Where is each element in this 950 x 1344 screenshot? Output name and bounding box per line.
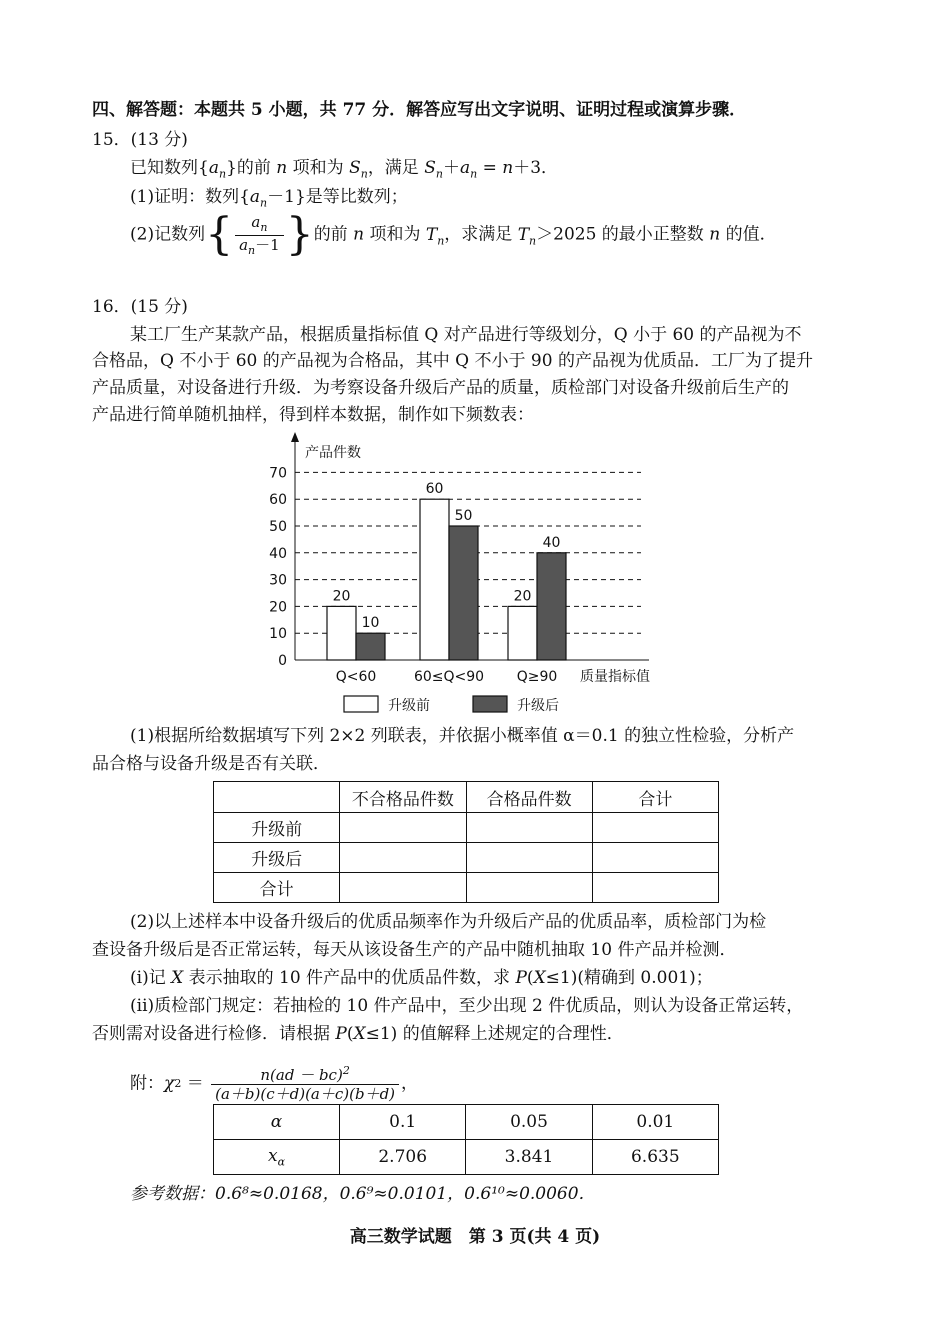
x-tick-label: Q<60 [335, 669, 377, 685]
q15-part2: (2)记数列{ $\frac{a_n}{a_n-1}$ }的前 n 项和为 $T_n$，求满足 $T_n>2025$ 的最小正整数 n 的值． [130, 209, 777, 260]
bar [449, 526, 478, 660]
contingency-header-cell: 不合格品件数 [340, 782, 466, 813]
legend-swatch [344, 696, 378, 712]
q15-stem: 已知数列$\{a_n\}$的前 n 项和为 $S_n$，满足 $S_n+a_n = n+3$． [130, 158, 559, 181]
bar-value-label: 20 [332, 588, 351, 605]
q16-part1-line1: (1)根据所给数据填写下列 2×2 列联表，并依据小概率值 α＝0.1 的独立性检验，分析产 [130, 726, 795, 746]
bar [508, 606, 537, 660]
contingency-blank-cell [592, 873, 718, 903]
y-tick-label: 50 [269, 519, 287, 535]
y-tick-label: 0 [278, 653, 287, 669]
alpha-value: 0.05 [466, 1105, 592, 1140]
contingency-row-label: 合计 [214, 873, 340, 903]
x-alpha-value: 2.706 [340, 1140, 466, 1175]
y-axis-arrow [291, 432, 299, 442]
q16-part2-line1: (2)以上述样本中设备升级后的优质品频率作为升级后产品的优质品率，质检部门为检 [130, 912, 767, 932]
contingency-blank-cell [592, 813, 718, 843]
section-header: 四、解答题：本题共 5 小题，共 77 分．解答应写出文字说明、证明过程或演算步骤． [92, 100, 747, 120]
x-tick-label: Q≥90 [516, 669, 558, 685]
legend-label: 升级后 [517, 698, 559, 714]
alpha-value: 0.01 [592, 1105, 718, 1140]
contingency-table [213, 781, 719, 903]
contingency-blank-cell [340, 873, 466, 903]
bar [356, 633, 385, 660]
bar-value-label: 40 [542, 534, 561, 551]
contingency-row-label: 升级后 [214, 843, 340, 873]
bar [537, 553, 566, 660]
contingency-blank-cell [592, 843, 718, 873]
contingency-blank-cell [466, 813, 592, 843]
bar-value-label: 60 [425, 481, 444, 498]
x-alpha-value: 6.635 [592, 1140, 718, 1175]
bar-value-label: 20 [513, 588, 532, 605]
contingency-blank-cell [340, 813, 466, 843]
reference-data: 参考数据：0.6⁸≈0.0168，0.6⁹≈0.0101，0.6¹⁰≈0.0060． [130, 1184, 596, 1204]
q16-para-line3: 产品质量，对设备进行升级．为考察设备升级后产品的质量，质检部门对设备升级前后生产的 [92, 378, 789, 398]
contingency-blank-cell [466, 843, 592, 873]
legend-label: 升级前 [388, 698, 430, 714]
contingency-header-cell: 合格品件数 [466, 782, 592, 813]
x-alpha-header: $x_\alpha$ [214, 1140, 340, 1175]
y-tick-label: 40 [269, 545, 287, 562]
q16-part2-ii-line1: (ii)质检部门规定：若抽检的 10 件产品中，至少出现 2 件优质品，则认为设备正常运转， [130, 996, 804, 1016]
q16-para-line4: 产品进行简单随机抽样，得到样本数据，制作如下频数表： [92, 405, 534, 425]
q15-part1: (1)证明：数列$\{a_n-1\}$是等比数列； [130, 187, 408, 210]
q16-para-line2: 合格品，Q 不小于 60 的产品视为合格品，其中 Q 不小于 90 的产品视为优质品．工厂为了提升 [92, 351, 813, 371]
y-tick-label: 10 [269, 626, 287, 643]
y-tick-label: 60 [269, 492, 287, 509]
q16-number: 16．(15 分) [92, 297, 188, 317]
y-tick-label: 30 [269, 572, 287, 589]
critical-value-table [213, 1104, 719, 1175]
x-axis-title: 质量指标值 [580, 669, 650, 685]
q16-para-line1: 某工厂生产某款产品，根据质量指标值 Q 对产品进行等级划分，Q 小于 60 的产品视为不 [130, 325, 802, 345]
bar [327, 606, 356, 660]
q16-part1-line2: 品合格与设备升级是否有关联． [92, 754, 330, 774]
x-alpha-value: 3.841 [466, 1140, 592, 1175]
page-footer: 高三数学试题 第 3 页(共 4 页) [349, 1227, 601, 1247]
contingency-row-label: 升级前 [214, 813, 340, 843]
x-tick-label: 60≤Q<90 [413, 669, 485, 685]
contingency-header-cell [214, 782, 340, 813]
contingency-header-cell: 合计 [592, 782, 718, 813]
bar-value-label: 10 [361, 615, 380, 632]
q16-part2-ii-line2: 否则需对设备进行检修．请根据 P(X≤1) 的值解释上述规定的合理性． [92, 1024, 624, 1044]
alpha-header: α [214, 1105, 340, 1140]
q16-part2-i: (i)记 X 表示抽取的 10 件产品中的优质品件数，求 P(X≤1)(精确到 0.001)； [130, 968, 713, 988]
bar-value-label: 50 [454, 508, 473, 524]
legend-swatch [473, 696, 507, 712]
alpha-value: 0.1 [340, 1105, 466, 1140]
contingency-blank-cell [466, 873, 592, 903]
frequency-bar-chart [258, 430, 698, 720]
bar [420, 499, 449, 660]
appendix-formula: 附：χ2 ＝ $\frac{n(ad - bc)^2}{(a+b)(c+d)(a+c)(b+d)}$ ， [130, 1064, 419, 1103]
y-tick-label: 70 [269, 465, 287, 482]
q15-number: 15．(13 分) [92, 130, 188, 150]
contingency-blank-cell [340, 843, 466, 873]
y-tick-label: 20 [269, 599, 287, 616]
q16-part2-line2: 查设备升级后是否正常运转，每天从该设备生产的产品中随机抽取 10 件产品并检测． [92, 940, 737, 960]
y-axis-title: 产品件数 [305, 445, 361, 461]
